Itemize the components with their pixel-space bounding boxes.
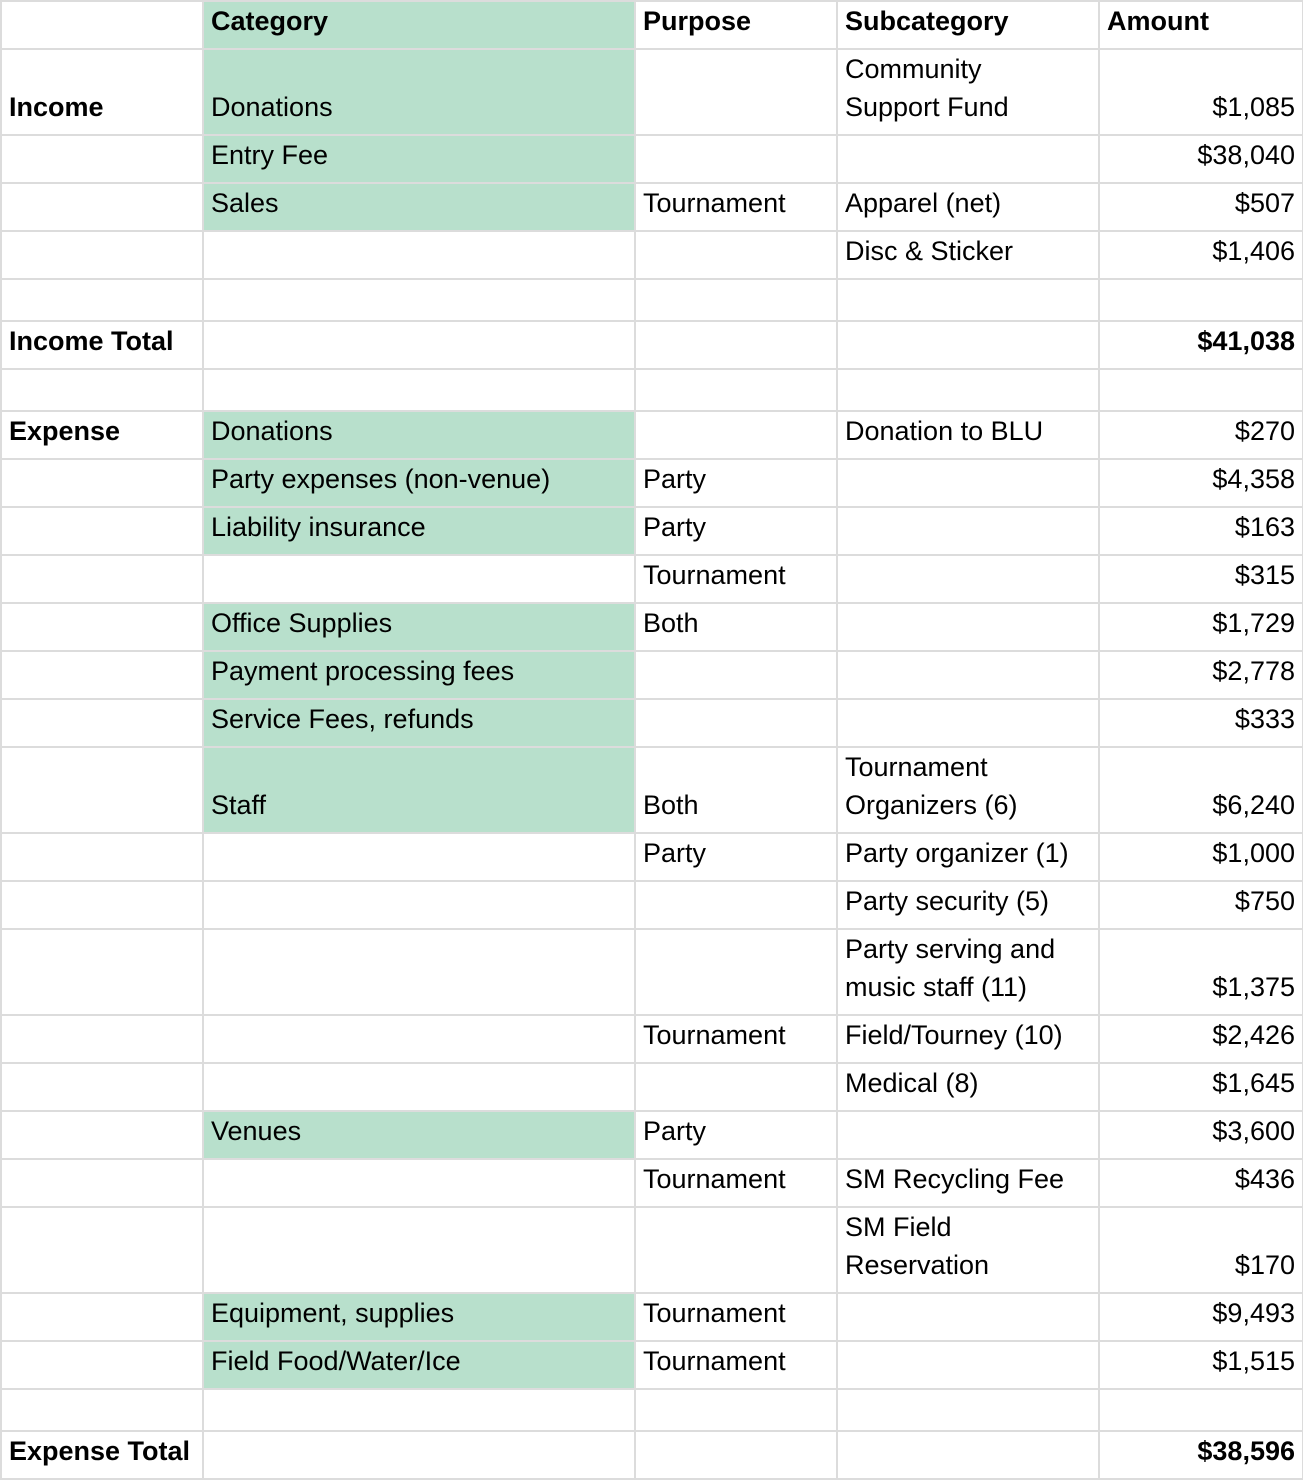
purpose-cell[interactable] [635, 49, 837, 135]
purpose-cell[interactable]: Party [635, 1111, 837, 1159]
label-cell[interactable] [1, 507, 203, 555]
header-purpose-cell[interactable]: Purpose [635, 1, 837, 49]
table-row [1, 833, 1303, 881]
amount-cell[interactable]: $1,406 [1099, 231, 1303, 279]
purpose-cell[interactable] [635, 279, 837, 321]
category-cell[interactable] [203, 929, 635, 1015]
label-cell[interactable] [1, 135, 203, 183]
purpose-cell[interactable]: Tournament [635, 1159, 837, 1207]
label-cell[interactable]: Expense [1, 411, 203, 459]
subcategory-cell[interactable] [837, 459, 1099, 507]
purpose-cell[interactable] [635, 411, 837, 459]
category-cell[interactable]: Payment processing fees [203, 651, 635, 699]
category-cell[interactable]: Venues [203, 1111, 635, 1159]
category-cell[interactable] [203, 1015, 635, 1063]
purpose-cell[interactable] [635, 881, 837, 929]
amount-cell[interactable] [1099, 1389, 1303, 1431]
purpose-cell[interactable]: Both [635, 747, 837, 833]
table-row [1, 699, 1303, 747]
table-row [1, 929, 1303, 1015]
label-cell[interactable] [1, 369, 203, 411]
subcategory-cell[interactable]: Party serving and music staff (11) [837, 929, 1099, 1015]
label-cell[interactable] [1, 279, 203, 321]
spreadsheet-body [1, 1, 1303, 1479]
table-row [1, 459, 1303, 507]
subcategory-cell[interactable] [837, 603, 1099, 651]
table-row [1, 231, 1303, 279]
label-cell[interactable] [1, 747, 203, 833]
category-cell[interactable] [203, 1063, 635, 1111]
subcategory-cell[interactable] [837, 279, 1099, 321]
table-row [1, 603, 1303, 651]
table-row [1, 1111, 1303, 1159]
amount-cell[interactable]: $6,240 [1099, 747, 1303, 833]
label-cell[interactable] [1, 833, 203, 881]
subcategory-cell[interactable] [837, 1341, 1099, 1389]
purpose-cell[interactable] [635, 1431, 837, 1479]
category-cell[interactable]: Staff [203, 747, 635, 833]
subcategory-cell[interactable] [837, 369, 1099, 411]
amount-cell[interactable]: $750 [1099, 881, 1303, 929]
label-cell[interactable] [1, 1159, 203, 1207]
table-row [1, 1015, 1303, 1063]
label-cell[interactable] [1, 1015, 203, 1063]
subcategory-cell[interactable] [837, 321, 1099, 369]
category-cell[interactable] [203, 321, 635, 369]
category-cell[interactable] [203, 833, 635, 881]
purpose-cell[interactable] [635, 929, 837, 1015]
amount-cell[interactable]: $38,040 [1099, 135, 1303, 183]
purpose-cell[interactable]: Party [635, 459, 837, 507]
amount-cell[interactable]: $9,493 [1099, 1293, 1303, 1341]
purpose-cell[interactable] [635, 699, 837, 747]
category-cell[interactable] [203, 881, 635, 929]
amount-cell[interactable] [1099, 279, 1303, 321]
label-cell[interactable] [1, 929, 203, 1015]
label-cell[interactable] [1, 1341, 203, 1389]
category-cell[interactable]: Service Fees, refunds [203, 699, 635, 747]
table-row [1, 881, 1303, 929]
subcategory-cell[interactable]: Field/Tourney (10) [837, 1015, 1099, 1063]
amount-cell[interactable]: $41,038 [1099, 321, 1303, 369]
purpose-cell[interactable]: Tournament [635, 1341, 837, 1389]
expense-total-row [1, 1431, 1303, 1479]
amount-cell[interactable]: $1,729 [1099, 603, 1303, 651]
category-cell[interactable]: Equipment, supplies [203, 1293, 635, 1341]
label-cell[interactable] [1, 699, 203, 747]
amount-cell[interactable]: $1,515 [1099, 1341, 1303, 1389]
amount-cell[interactable]: $3,600 [1099, 1111, 1303, 1159]
amount-cell[interactable]: $1,375 [1099, 929, 1303, 1015]
purpose-cell[interactable] [635, 135, 837, 183]
label-cell[interactable] [1, 1063, 203, 1111]
amount-cell[interactable]: $270 [1099, 411, 1303, 459]
label-cell[interactable] [1, 231, 203, 279]
label-cell[interactable] [1, 1293, 203, 1341]
amount-cell[interactable] [1099, 369, 1303, 411]
category-cell[interactable]: Field Food/Water/Ice [203, 1341, 635, 1389]
amount-cell[interactable]: $4,358 [1099, 459, 1303, 507]
table-row [1, 369, 1303, 411]
category-cell[interactable] [203, 1159, 635, 1207]
amount-cell[interactable]: $1,085 [1099, 49, 1303, 135]
label-cell[interactable] [1, 459, 203, 507]
income-section-row [1, 49, 1303, 135]
category-cell[interactable] [203, 1431, 635, 1479]
purpose-cell[interactable] [635, 1389, 837, 1431]
purpose-cell[interactable]: Tournament [635, 555, 837, 603]
table-row [1, 1389, 1303, 1431]
category-cell[interactable]: Party expenses (non-venue) [203, 459, 635, 507]
purpose-cell[interactable] [635, 651, 837, 699]
table-row [1, 1159, 1303, 1207]
label-cell[interactable]: Income [1, 49, 203, 135]
table-row [1, 183, 1303, 231]
header-subcategory-cell[interactable]: Subcategory [837, 1, 1099, 49]
purpose-cell[interactable] [635, 321, 837, 369]
table-row [1, 747, 1303, 833]
subcategory-cell[interactable]: Donation to BLU [837, 411, 1099, 459]
category-cell[interactable] [203, 231, 635, 279]
subcategory-cell[interactable]: Community Support Fund [837, 49, 1099, 135]
amount-cell[interactable]: $38,596 [1099, 1431, 1303, 1479]
header-category-cell[interactable]: Category [203, 1, 635, 49]
amount-cell[interactable]: $2,778 [1099, 651, 1303, 699]
header-label-cell[interactable] [1, 1, 203, 49]
category-cell[interactable]: Donations [203, 49, 635, 135]
subcategory-cell[interactable]: Party organizer (1) [837, 833, 1099, 881]
subcategory-cell[interactable] [837, 1431, 1099, 1479]
purpose-cell[interactable]: Both [635, 603, 837, 651]
category-cell[interactable]: Sales [203, 183, 635, 231]
category-cell[interactable]: Donations [203, 411, 635, 459]
subcategory-cell[interactable]: SM Field Reservation [837, 1207, 1099, 1293]
label-cell[interactable] [1, 1111, 203, 1159]
subcategory-cell[interactable] [837, 1293, 1099, 1341]
amount-cell[interactable]: $170 [1099, 1207, 1303, 1293]
amount-cell[interactable]: $315 [1099, 555, 1303, 603]
label-cell[interactable] [1, 1389, 203, 1431]
purpose-cell[interactable]: Party [635, 833, 837, 881]
amount-cell[interactable]: $1,645 [1099, 1063, 1303, 1111]
label-cell[interactable]: Income Total [1, 321, 203, 369]
subcategory-cell[interactable]: Apparel (net) [837, 183, 1099, 231]
table-row [1, 507, 1303, 555]
purpose-cell[interactable] [635, 1063, 837, 1111]
subcategory-cell[interactable] [837, 1111, 1099, 1159]
income-total-row [1, 321, 1303, 369]
purpose-cell[interactable]: Tournament [635, 1293, 837, 1341]
label-cell[interactable] [1, 555, 203, 603]
category-cell[interactable]: Entry Fee [203, 135, 635, 183]
label-cell[interactable]: Expense Total [1, 1431, 203, 1479]
amount-cell[interactable]: $1,000 [1099, 833, 1303, 881]
label-cell[interactable] [1, 603, 203, 651]
category-cell[interactable]: Office Supplies [203, 603, 635, 651]
subcategory-cell[interactable] [837, 555, 1099, 603]
category-cell[interactable] [203, 1389, 635, 1431]
purpose-cell[interactable]: Tournament [635, 1015, 837, 1063]
subcategory-cell[interactable]: Tournament Organizers (6) [837, 747, 1099, 833]
category-cell[interactable] [203, 1207, 635, 1293]
category-cell[interactable]: Liability insurance [203, 507, 635, 555]
table-row [1, 135, 1303, 183]
table-row [1, 1063, 1303, 1111]
subcategory-cell[interactable] [837, 507, 1099, 555]
amount-cell[interactable]: $2,426 [1099, 1015, 1303, 1063]
table-row [1, 1293, 1303, 1341]
purpose-cell[interactable]: Tournament [635, 183, 837, 231]
category-cell[interactable] [203, 369, 635, 411]
expense-section-row [1, 411, 1303, 459]
purpose-cell[interactable] [635, 369, 837, 411]
label-cell[interactable] [1, 881, 203, 929]
header-amount-cell[interactable]: Amount [1099, 1, 1303, 49]
amount-cell[interactable]: $333 [1099, 699, 1303, 747]
amount-cell[interactable]: $436 [1099, 1159, 1303, 1207]
subcategory-cell[interactable] [837, 699, 1099, 747]
subcategory-cell[interactable] [837, 651, 1099, 699]
table-row [1, 651, 1303, 699]
subcategory-cell[interactable]: SM Recycling Fee [837, 1159, 1099, 1207]
category-cell[interactable] [203, 555, 635, 603]
table-row [1, 1207, 1303, 1293]
table-row [1, 1341, 1303, 1389]
subcategory-cell[interactable] [837, 1389, 1099, 1431]
label-cell[interactable] [1, 1207, 203, 1293]
label-cell[interactable] [1, 651, 203, 699]
label-cell[interactable] [1, 183, 203, 231]
category-cell[interactable] [203, 279, 635, 321]
purpose-cell[interactable] [635, 1207, 837, 1293]
subcategory-cell[interactable]: Party security (5) [837, 881, 1099, 929]
header-row [1, 1, 1303, 49]
amount-cell[interactable]: $507 [1099, 183, 1303, 231]
purpose-cell[interactable] [635, 231, 837, 279]
table-row [1, 279, 1303, 321]
subcategory-cell[interactable]: Medical (8) [837, 1063, 1099, 1111]
table-row [1, 555, 1303, 603]
amount-cell[interactable]: $163 [1099, 507, 1303, 555]
purpose-cell[interactable]: Party [635, 507, 837, 555]
subcategory-cell[interactable]: Disc & Sticker [837, 231, 1099, 279]
subcategory-cell[interactable] [837, 135, 1099, 183]
